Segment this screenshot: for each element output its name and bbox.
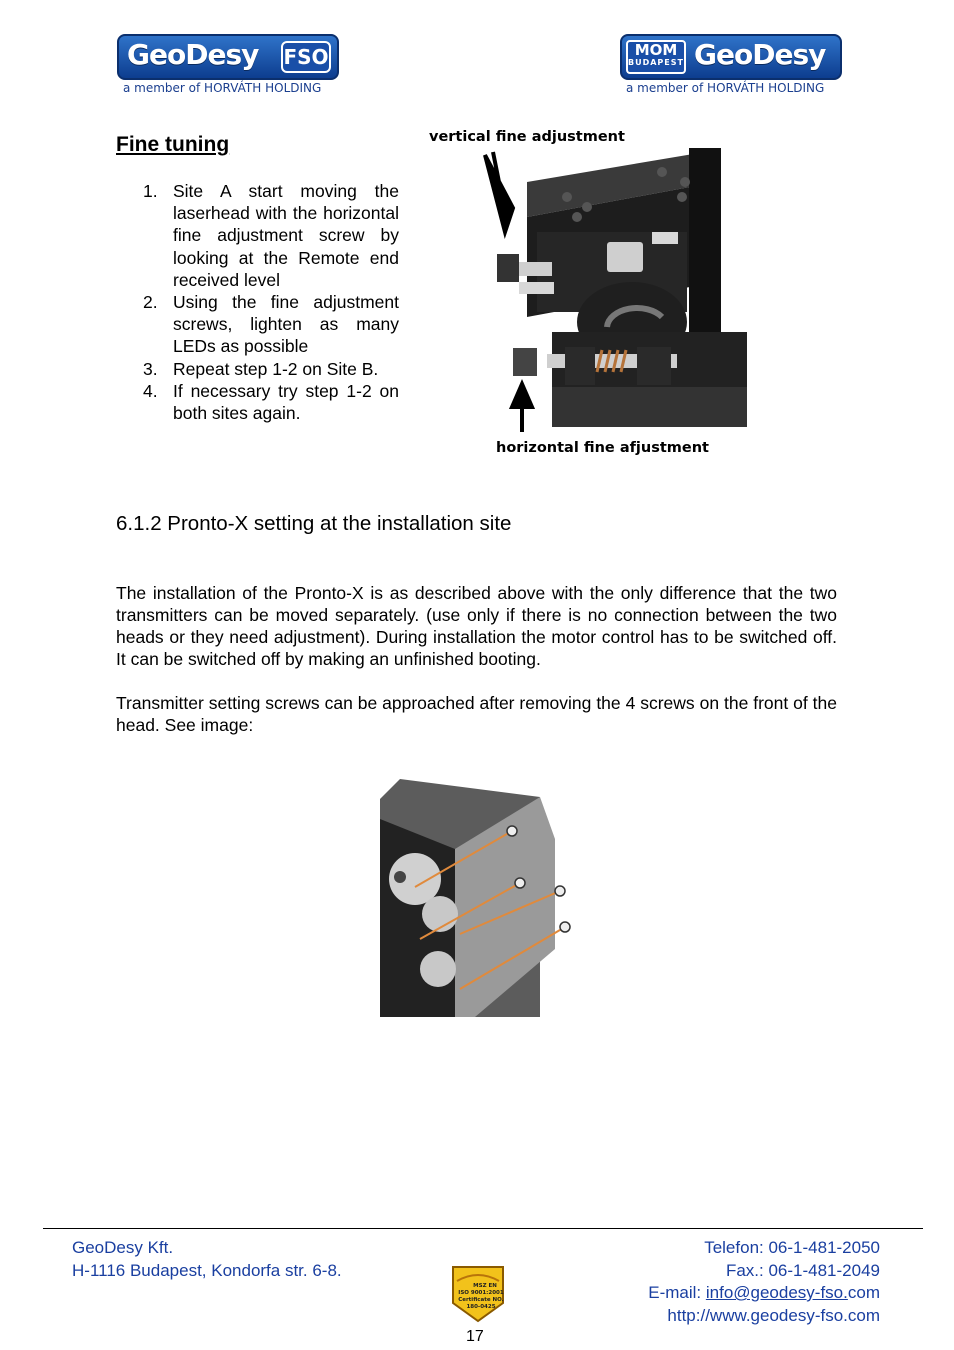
logo-tagline: a member of HORVÁTH HOLDING [123,81,322,95]
fine-tuning-heading: Fine tuning [116,133,230,156]
fax: Fax.: 06-1-481-2049 [725,1260,880,1280]
logo-tagline: a member of HORVÁTH HOLDING [626,81,825,95]
phone: Telefon: 06-1-481-2050 [704,1238,880,1257]
cert-text: 180-0425 [466,1304,496,1310]
side-plate [689,148,721,338]
page-number: 17 [466,1328,484,1345]
list-item [116,180,399,291]
logo-fso-badge: FSO [281,41,331,73]
step-text: Using the fine adjustment screws, lighten as many LEDs as possible [173,292,399,357]
iso-certificate-badge [447,1263,509,1323]
logo-budapest-text: BUDAPEST [628,58,684,67]
step-text: Repeat step 1-2 on Site B. [173,358,379,379]
base-plate [552,387,747,427]
paragraph: Transmitter setting screws can be approached after removing the 4 screws on the front of the head. See image: [116,693,837,735]
footer-left [72,1237,342,1282]
lens-upper [422,896,458,932]
geodesy-fso-logo [117,34,339,98]
label-plate [607,242,643,272]
paragraph: The installation of the Pronto-X is as described above with the only difference that the two transmitters can be moved separately. (use only if there is no connection between the two heads or they need adjustment). During installation the motor control has to be switched off. It can be switched off by making an unfinished booting. [116,583,837,669]
logo-wordmark: GeoDesy [127,38,259,71]
email-tail: com [847,1283,880,1302]
list-item [116,291,399,358]
head-screws-figure [380,779,580,1017]
logo-wordmark: GeoDesy [694,38,826,71]
cert-text: MSZ EN [473,1283,497,1289]
logo-mom-badge [626,40,686,74]
company-name: GeoDesy Kft. [72,1238,174,1257]
cert-text: Certificate NO. [458,1297,504,1303]
footer-right [648,1237,880,1327]
email-label: E-mail: [648,1283,706,1302]
horizontal-adjustment-label: horizontal fine afjustment [496,440,709,456]
section-title: 6.1.2 Pronto-X setting at the installation site [116,512,512,535]
mom-geodesy-logo [620,34,842,98]
list-item [116,358,399,380]
step-number: 2. [143,292,158,313]
email [648,1282,880,1305]
screw-block [565,347,595,385]
step-number: 4. [143,380,158,401]
fine-tuning-steps [116,180,399,424]
rod [652,232,678,244]
step-text: Site A start moving the laserhead with the horizontal fine adjustment screw by looking at the Remote end received level [173,181,399,290]
company-address: H-1116 Budapest, Kondorfa str. 6-8. [72,1260,342,1280]
step-number: 3. [143,358,158,379]
up-arrow-icon [512,384,532,432]
website[interactable]: http://www.geodesy-fso.com [667,1305,880,1325]
list-item [116,380,399,424]
step-number: 1. [143,181,158,201]
footer-divider [43,1228,923,1229]
fine-adjustment-figure [427,122,757,462]
email-link[interactable]: info@geodesy-fso. [705,1283,848,1302]
down-arrow-icon [485,152,513,232]
vertical-adjustment-label: vertical fine adjustment [429,129,625,145]
horizontal-nut [513,348,537,376]
step-text: If necessary try step 1-2 on both sites again. [173,380,399,424]
indicator [394,871,406,883]
logo-mom-text: MOM [634,41,678,59]
lens-lower [420,951,456,987]
rod [519,282,554,294]
cert-text: ISO 9001:2001 [458,1290,504,1296]
screw-block [637,347,671,385]
vertical-nut [497,254,519,282]
